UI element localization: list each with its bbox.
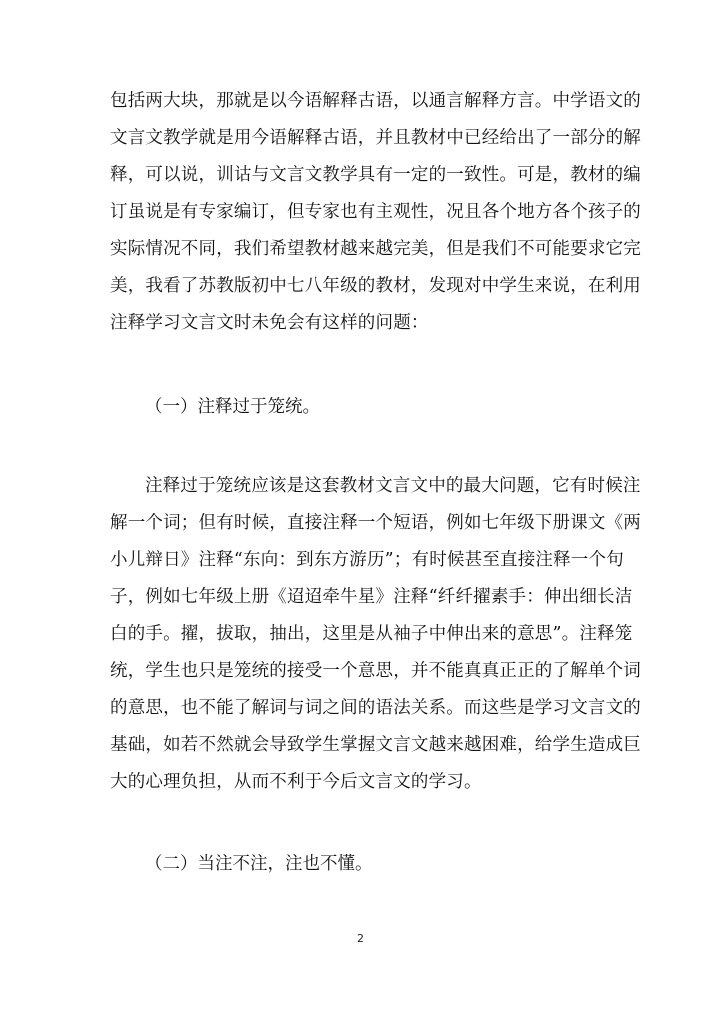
text-line: 白的手。擢，拔取，抽出，这里是从袖子中伸出来的意思”。注释笼: [110, 624, 633, 644]
text-line: 包括两大块，那就是以今语解释古语，以通言解释方言。中学语文的: [110, 91, 641, 111]
text-line: 子，例如七年级上册《迢迢牵牛星》注释“纤纤擢素手：伸出细长洁: [110, 587, 633, 607]
text-line: 美，我看了苏教版初中七八年级的教材，发现对中学生来说，在利用: [110, 276, 641, 296]
text-line: 实际情况不同，我们希望教材越来越完美，但是我们不可能要求它完: [110, 239, 641, 259]
text-line: 基础，如若不然就会导致学生掌握文言文越来越困难，给学生造成巨: [110, 735, 641, 755]
text-line: 文言文教学就是用今语解释古语，并且教材中已经给出了一部分的解: [110, 128, 641, 148]
page-number: 2: [357, 932, 364, 945]
text-line: 统，学生也只是笼统的接受一个意思，并不能真真正正的了解单个词: [110, 661, 641, 681]
text-line: 订虽说是有专家编订，但专家也有主观性，况且各个地方各个孩子的: [110, 202, 641, 222]
text-line: 大的心理负担，从而不利于今后文言文的学习。: [110, 772, 482, 792]
section-heading-1: （一）注释过于笼统。: [145, 397, 320, 417]
text-line: 解一个词；但有时候，直接注释一个短语，例如七年级下册课文《两: [110, 513, 641, 533]
text-line: 小儿辩日》注释“东向：到东方游历”；有时候甚至直接注释一个句: [110, 550, 624, 570]
text-line: 释，可以说，训诂与文言文教学具有一定的一致性。可是，教材的编: [110, 165, 641, 185]
section-heading-2: （二）当注不注，注也不懂。: [145, 854, 373, 874]
text-line: 注释学习文言文时未免会有这样的问题：: [110, 313, 429, 333]
text-line: 的意思，也不能了解词与词之间的语法关系。而这些是学习文言文的: [110, 698, 641, 718]
text-line: 注释过于笼统应该是这套教材文言文中的最大问题，它有时候注: [145, 476, 641, 496]
